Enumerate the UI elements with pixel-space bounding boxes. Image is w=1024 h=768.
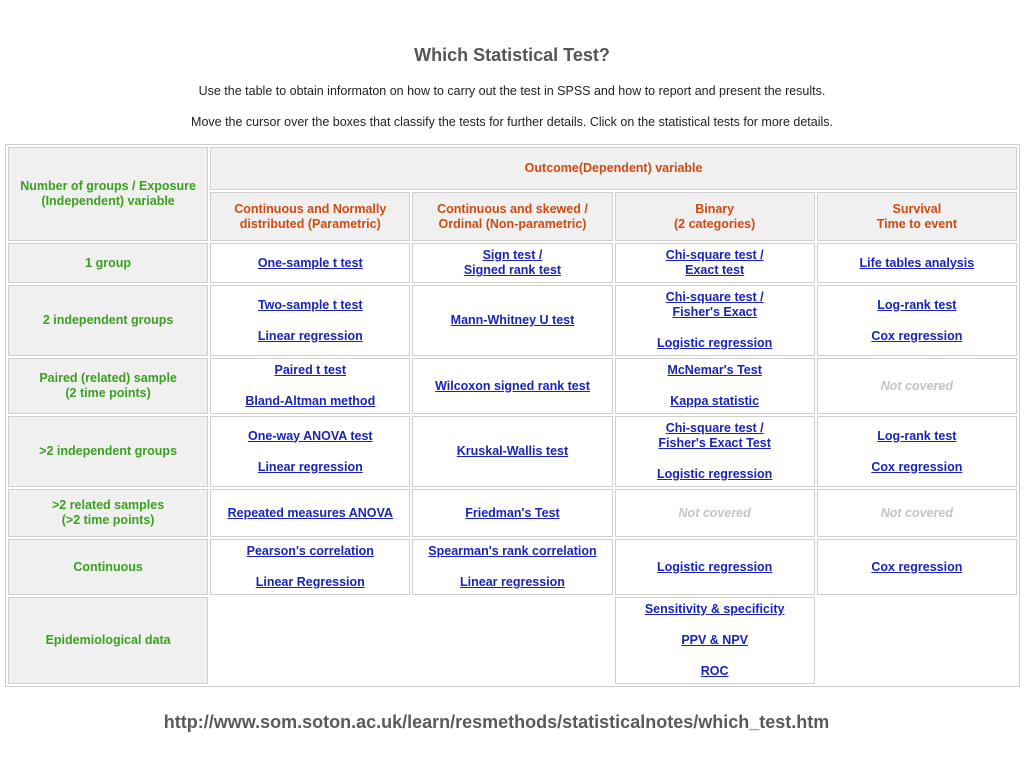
table-row [8,358,1017,414]
page-title: Which Statistical Test? [414,45,610,65]
one-sample-t-test-link[interactable]: One-sample t test [257,255,363,270]
kruskal-wallis-link[interactable]: Kruskal-Wallis test [456,444,569,458]
empty-cell [210,597,612,684]
row-header-2-independent-groups[interactable]: 2 independent groups [8,285,208,356]
cox-regression-link[interactable]: Cox regression [871,459,963,474]
logistic-regression-link[interactable]: Logistic regression [657,467,773,481]
table-row [8,539,1017,595]
pearson-correlation-link[interactable]: Pearson's correlation [246,544,374,558]
row-header-gt2-independent-groups[interactable]: >2 independent groups [8,416,208,487]
two-sample-t-test-link[interactable]: Two-sample t test [257,297,363,312]
column-header-parametric[interactable]: Continuous and Normally distributed (Parametric) [210,192,410,241]
test-selection-table [5,144,1020,687]
chi-square-fisher-link[interactable]: Chi-square test / Fisher's Exact [665,290,764,319]
chi-square-exact-test-link[interactable]: Chi-square test / Exact test [665,248,764,277]
sign-test-link[interactable]: Sign test / Signed rank test [463,248,562,277]
sensitivity-specificity-link[interactable]: Sensitivity & specificity [644,602,785,616]
intro-line-1: Use the table to obtain informaton on how to carry out the test in SPSS and how to report and present the results. [198,84,826,98]
row-header-epidemiological-data[interactable]: Epidemiological data [8,597,208,684]
life-tables-link[interactable]: Life tables analysis [859,255,975,270]
friedman-test-link[interactable]: Friedman's Test [465,505,560,520]
row-header-gt2-related-samples[interactable]: >2 related samples (>2 time points) [8,489,208,537]
not-covered-text: Not covered [678,505,751,520]
not-covered-text: Not covered [880,378,953,393]
column-header-non-parametric[interactable]: Continuous and skewed / Ordinal (Non-parametric) [412,192,612,241]
ppv-npv-link[interactable]: PPV & NPV [681,633,748,647]
table-row [8,416,1017,487]
intro-line-2: Move the cursor over the boxes that classify the tests for further details. Click on the statistical tests for more details. [191,115,833,129]
wilcoxon-link[interactable]: Wilcoxon signed rank test [435,378,590,393]
not-covered-text: Not covered [880,505,953,520]
logistic-regression-link[interactable]: Logistic regression [657,336,773,350]
table-row [8,597,1017,684]
chi-square-fisher-link[interactable]: Chi-square test / Fisher's Exact Test [658,421,771,450]
cox-regression-link[interactable]: Cox regression [871,559,963,574]
corner-header[interactable]: Number of groups / Exposure (Independent) variable [8,147,208,241]
column-header-binary[interactable]: Binary (2 categories) [615,192,815,241]
roc-link[interactable]: ROC [700,664,729,678]
logistic-regression-link[interactable]: Logistic regression [657,559,773,574]
repeated-measures-anova-link[interactable]: Repeated measures ANOVA [227,505,393,520]
source-url: http://www.som.soton.ac.uk/learn/resmethods/statisticalnotes/which_test.htm [163,712,830,732]
mann-whitney-link[interactable]: Mann-Whitney U test [450,313,575,327]
column-header-survival[interactable]: Survival Time to event [817,192,1017,241]
mcnemar-test-link[interactable]: McNemar's Test [667,363,762,377]
linear-regression-link[interactable]: Linear regression [460,575,565,589]
linear-regression-link[interactable]: Linear Regression [255,575,365,589]
linear-regression-link[interactable]: Linear regression [257,328,363,343]
kappa-statistic-link[interactable]: Kappa statistic [670,394,760,408]
empty-cell [817,597,1017,684]
log-rank-test-link[interactable]: Log-rank test [877,428,957,443]
row-header-1-group[interactable]: 1 group [8,243,208,283]
row-header-continuous[interactable]: Continuous [8,539,208,595]
outcome-variable-header[interactable]: Outcome(Dependent) variable [210,147,1017,190]
spearman-correlation-link[interactable]: Spearman's rank correlation [428,544,597,558]
paired-t-test-link[interactable]: Paired t test [274,363,347,377]
one-way-anova-link[interactable]: One-way ANOVA test [248,428,373,443]
bland-altman-link[interactable]: Bland-Altman method [245,394,376,408]
table-row [8,243,1017,283]
log-rank-test-link[interactable]: Log-rank test [877,297,957,312]
row-header-paired-sample[interactable]: Paired (related) sample (2 time points) [8,358,208,414]
table-row [8,285,1017,356]
table-row [8,489,1017,537]
cox-regression-link[interactable]: Cox regression [871,328,963,343]
linear-regression-link[interactable]: Linear regression [257,459,363,474]
